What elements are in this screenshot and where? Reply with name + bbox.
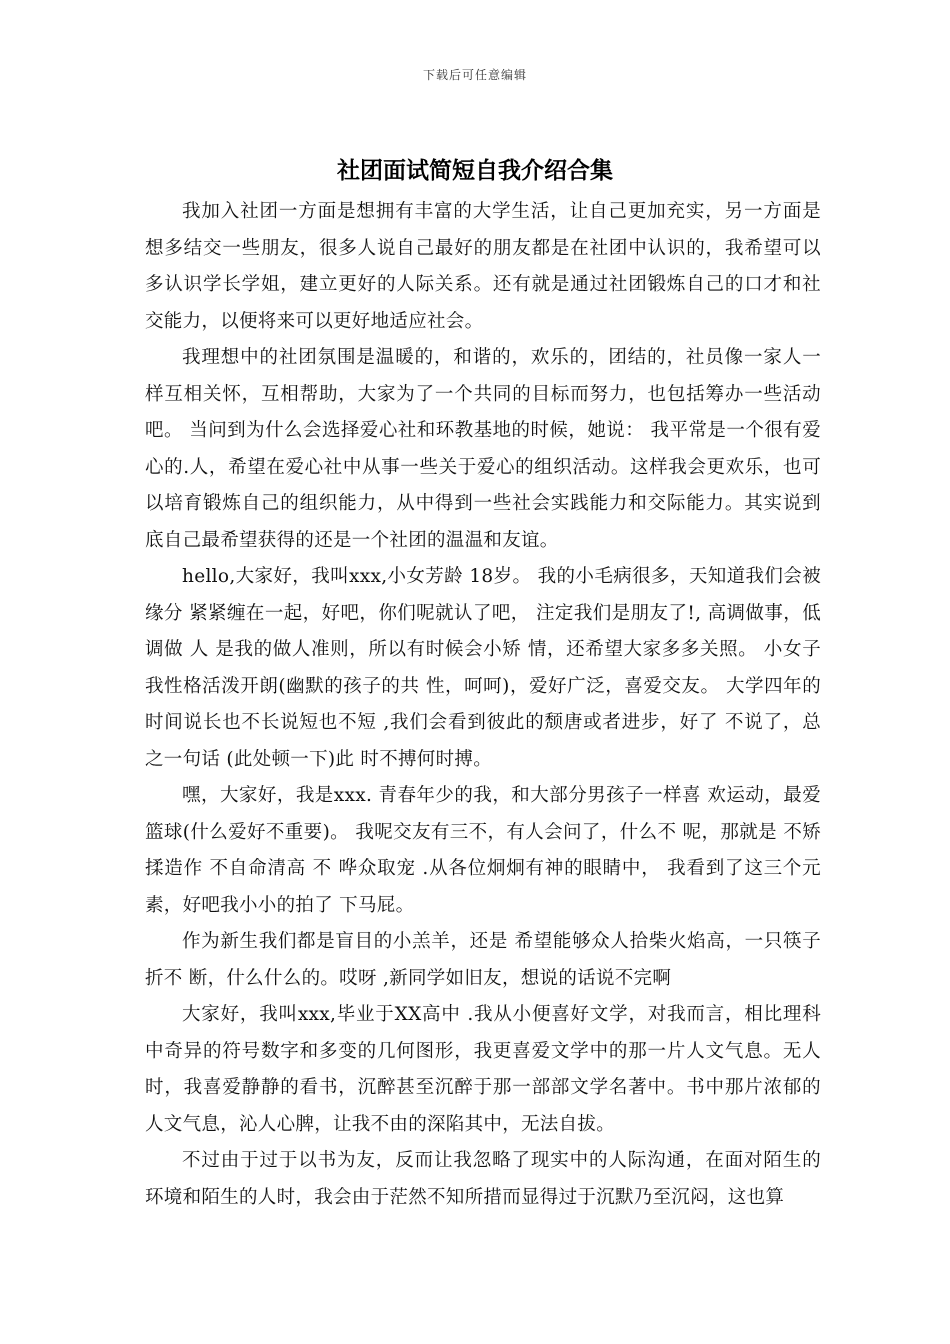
paragraph-hello-intro: hello,大家好，我叫xxx,小女芳龄 18岁。 我的小毛病很多，天知道我们会被缘分 紧紧缠在一起，好吧，你们呢就认了吧， 注定我们是朋友了!, 高调做事，低调做 人 是我的做人准则，所以有时候会小矫 情，还希望大家多多关照。 小女子我性格活泼开朗(幽默的孩子的共 性，呵呵)，爱好广泛，喜爱交友。 大学四年的时间说长也不长说短也不短 ,我们会看到彼此的颓唐或者进步，好了 不说了，总之一句话 (此处顿一下)此 时不搏何时搏。: [145, 566, 821, 770]
paragraph-social-weakness: 不过由于过于以书为友，反而让我忽略了现实中的人际沟通，在面对陌生的环境和陌生的人时，我会由于茫然不知所措而显得过于沉默乃至沉闷，这也算: [145, 1150, 821, 1208]
document-body: [145, 194, 821, 1216]
paragraph-literature-intro: 大家好，我叫xxx,毕业于XX高中 .我从小便喜好文学，对我而言，相比理科中奇异的符号数字和多变的几何图形，我更喜爱文学中的那一片人文气息。无人时，我喜爱静静的看书，沉醉甚至沉醉于那一部部文学名著中。书中那片浓郁的人文气息，沁人心脾，让我不由的深陷其中，无法自拔。: [145, 1004, 821, 1135]
header-note: 下载后可任意编辑: [422, 68, 527, 82]
paragraph-hey-intro: 嘿，大家好，我是xxx. 青春年少的我，和大部分男孩子一样喜 欢运动，最爱篮球(什么爱好不重要)。 我呢交友有三不，有人会问了，什么不 呢，那就是 不矫揉造作 不自命清高 不 哗众取宠 .从各位炯炯有神的眼睛中， 我看到了这三个元素，好吧我小小的拍了 下马屁。: [145, 785, 821, 916]
document-title: 社团面试简短自我介绍合集: [337, 157, 613, 184]
paragraph-freshman: 作为新生我们都是盲目的小羔羊，还是 希望能够众人拾柴火焰高，一只筷子折不 断，什么什么的。哎呀 ,新同学如旧友，想说的话说不完啊: [145, 931, 821, 989]
paragraph-join-reasons: 我加入社团一方面是想拥有丰富的大学生活，让自己更加充实，另一方面是想多结交一些朋友，很多人说自己最好的朋友都是在社团中认识的，我希望可以多认识学长学姐，建立更好的人际关系。还有就是通过社团锻炼自己的口才和社交能力，以便将来可以更好地适应社会。: [145, 201, 821, 332]
paragraph-ideal-club: 我理想中的社团氛围是温暖的，和谐的，欢乐的，团结的，社员像一家人一样互相关怀，互相帮助，大家为了一个共同的目标而努力，也包括筹办一些活动吧。 当问到为什么会选择爱心社和环教基地的时候，她说： 我平常是一个很有爱心的.人，希望在爱心社中从事一些关于爱心的组织活动。这样我会更欢乐，也可以培育锻炼自己的组织能力，从中得到一些社会实践能力和交际能力。其实说到底自己最希望获得的还是一个社团的温温和友谊。: [145, 347, 821, 551]
